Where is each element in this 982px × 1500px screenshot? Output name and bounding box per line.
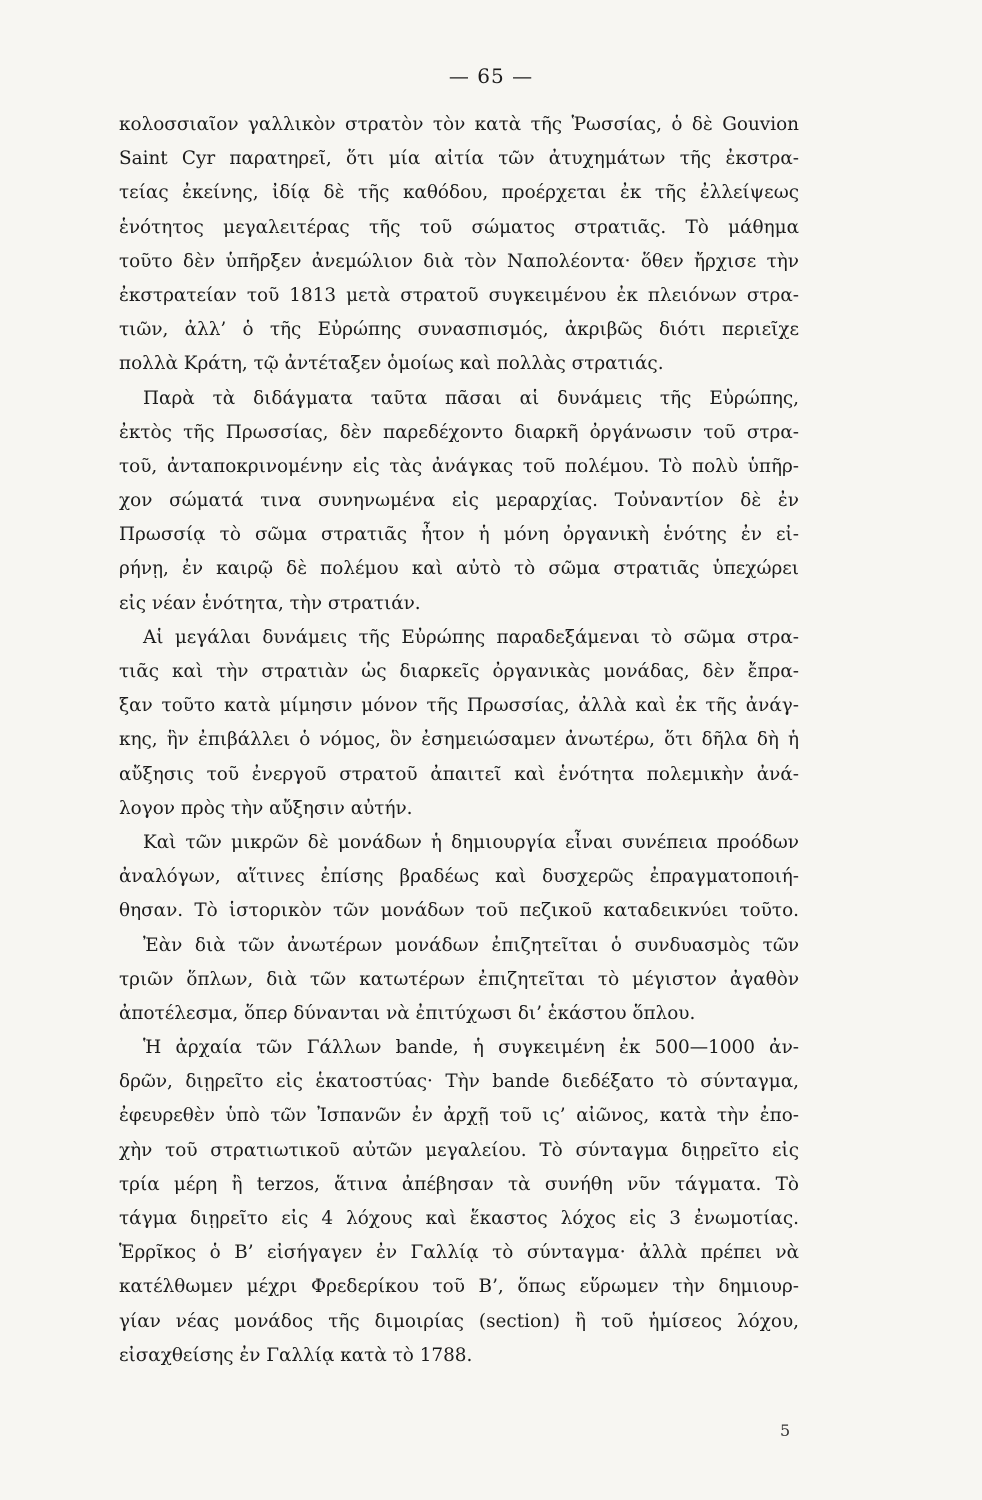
text-line: θησαν. Τὸ ἱστορικὸν τῶν μονάδων τοῦ πεζικοῦ καταδεικνύει τοῦτο. [119,900,799,922]
text-line: τρία μέρη ἢ terzos, ἅτινα ἀπέβησαν τὰ συνήθη νῦν τάγματα. Τὸ [119,1173,799,1195]
text-line: Ἡ ἀρχαία τῶν Γάλλων bande, ἡ συγκειμένη ἐκ 500—1000 ἀν- [143,1037,799,1059]
text-line: τείας ἐκείνης, ἰδίᾳ δὲ τῆς καθόδου, προέρχεται ἐκ τῆς ἐλλείψεως [119,182,799,204]
text-line: εἰσαχθείσης ἐν Γαλλίᾳ κατὰ τὸ 1788. [119,1344,473,1366]
text-line: ἀποτέλεσμα, ὅπερ δύνανται νὰ ἐπιτύχωσι δι’ ἑκάστου ὅπλου. [119,1002,696,1024]
text-line: πολλὰ Κράτη, τῷ ἀντέταξεν ὁμοίως καὶ πολλὰς στρατιάς. [119,353,664,375]
text-line: Ἑρρῖκος ὁ Β’ εἰσήγαγεν ἐν Γαλλίᾳ τὸ σύνταγμα· ἀλλὰ πρέπει νὰ [119,1242,799,1264]
text-line: κατέλθωμεν μέχρι Φρεδερίκου τοῦ Β’, ὅπως εὕρωμεν τὴν δημιουρ- [119,1276,799,1298]
text-line: κης, ἣν ἐπιβάλλει ὁ νόμος, ὃν ἐσημειώσαμεν ἀνωτέρω, ὅτι δῆλα δὴ ἡ [119,729,799,751]
text-line: λογον πρὸς τὴν αὔξησιν αὐτήν. [119,797,413,819]
text-line: χὴν τοῦ στρατιωτικοῦ αὐτῶν μεγαλείου. Τὸ σύνταγμα διῃρεῖτο εἰς [119,1139,799,1161]
text-line: ἐφευρεθὲν ὑπὸ τῶν Ἰσπανῶν ἐν ἀρχῇ τοῦ ις’ αἰῶνος, κατὰ τὴν ἐπο- [119,1105,799,1127]
text-line: γίαν νέας μονάδος τῆς διμοιρίας (section) ἢ τοῦ ἡμίσεος λόχου, [119,1310,799,1332]
signature-mark: 5 [780,1421,791,1440]
text-line: χον σώματά τινα συνηνωμένα εἰς μεραρχίας. Τοὐναντίον δὲ ἐν [119,490,799,512]
text-line: τοῦ, ἀνταποκρινομένην εἰς τὰς ἀνάγκας τοῦ πολέμου. Τὸ πολὺ ὑπῆρ- [119,455,799,477]
text-line: Πρωσσίᾳ τὸ σῶμα στρατιᾶς ἦτον ἡ μόνη ὀργανικὴ ἑνότης ἐν εἰ- [119,524,799,546]
text-line: δρῶν, διῃρεῖτο εἰς ἑκατοστύας· Τὴν bande διεδέξατο τὸ σύνταγμα, [119,1071,799,1093]
text-line: κολοσσιαῖον γαλλικὸν στρατὸν τὸν κατὰ τῆς Ῥωσσίας, ὁ δὲ Gouvion [119,114,799,135]
text-line: αὔξησις τοῦ ἐνεργοῦ στρατοῦ ἀπαιτεῖ καὶ ἑνότητα πολεμικὴν ἀνά- [119,763,799,785]
text-line: Saint Cyr παρατηρεῖ, ὅτι μία αἰτία τῶν ἀτυχημάτων τῆς ἐκστρα- [119,148,799,170]
text-line: ρήνῃ, ἐν καιρῷ δὲ πολέμου καὶ αὐτὸ τὸ σῶμα στρατιᾶς ὑπεχώρει [119,558,799,580]
text-line: Ἐὰν διὰ τῶν ἀνωτέρων μονάδων ἐπιζητεῖται ὁ συνδυασμὸς τῶν [143,934,799,956]
page-number: — 65 — [448,64,534,88]
text-line: Παρὰ τὰ διδάγματα ταῦτα πᾶσαι αἱ δυνάμεις τῆς Εὐρώπης, [143,387,799,409]
text-line: τιᾶς καὶ τὴν στρατιὰν ὡς διαρκεῖς ὀργανικὰς μονάδας, δὲν ἔπρα- [119,661,799,682]
text-line: Καὶ τῶν μικρῶν δὲ μονάδων ἡ δημιουργία εἶναι συνέπεια προόδων [143,831,799,853]
text-line: ἑνότητος μεγαλειτέρας τῆς τοῦ σώματος στρατιᾶς. Τὸ μάθημα [119,216,799,238]
text-line: ἀναλόγων, αἵτινες ἐπίσης βραδέως καὶ δυσχερῶς ἐπραγματοποιή- [119,866,799,888]
text-line: ἐκστρατείαν τοῦ 1813 μετὰ στρατοῦ συγκειμένου ἐκ πλειόνων στρα- [119,284,799,306]
body-text [119,108,799,1373]
text-line: τριῶν ὅπλων, διὰ τῶν κατωτέρων ἐπιζητεῖται τὸ μέγιστον ἀγαθὸν [119,968,799,990]
text-line: τάγμα διῃρεῖτο εἰς 4 λόχους καὶ ἕκαστος λόχος εἰς 3 ἐνωμοτίας. [119,1208,799,1229]
text-line: ξαν τοῦτο κατὰ μίμησιν μόνον τῆς Πρωσσίας, ἀλλὰ καὶ ἐκ τῆς ἀνάγ- [119,695,799,717]
text-line: τιῶν, ἀλλ’ ὁ τῆς Εὐρώπης συνασπισμός, ἀκριβῶς διότι περιεῖχε [119,319,799,341]
text-line: εἰς νέαν ἑνότητα, τὴν στρατιάν. [119,592,421,614]
text-line: τοῦτο δὲν ὑπῆρξεν ἀνεμώλιον διὰ τὸν Ναπολέοντα· ὅθεν ἤρχισε τὴν [119,250,799,272]
text-line: Αἱ μεγάλαι δυνάμεις τῆς Εὐρώπης παραδεξάμεναι τὸ σῶμα στρα- [143,626,799,648]
text-line: ἐκτὸς τῆς Πρωσσίας, δὲν παρεδέχοντο διαρκῆ ὀργάνωσιν τοῦ στρα- [119,421,799,443]
